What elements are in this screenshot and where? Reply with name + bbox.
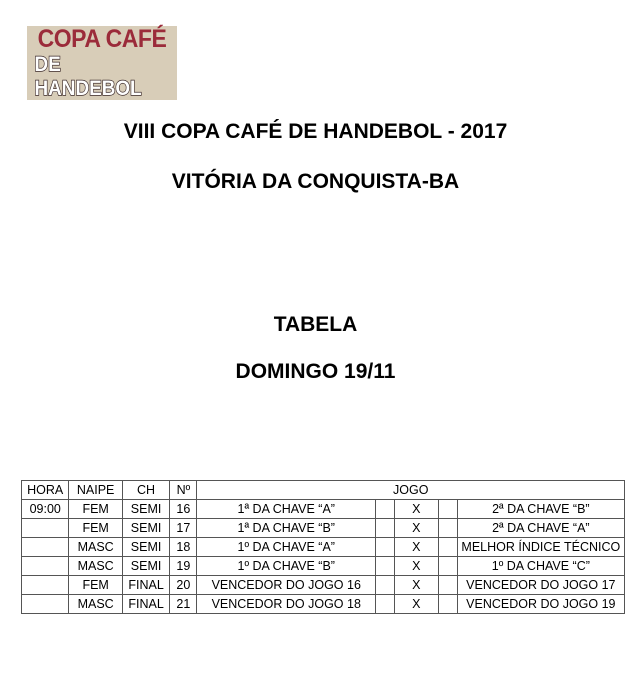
- cell-team-a: VENCEDOR DO JOGO 18: [197, 595, 376, 614]
- cell-versus: X: [395, 500, 438, 519]
- cell-team-a: 1º DA CHAVE “A”: [197, 538, 376, 557]
- cell-versus: X: [395, 519, 438, 538]
- cell-game-number: 21: [170, 595, 197, 614]
- cell-hora: [22, 595, 69, 614]
- cell-versus: X: [395, 595, 438, 614]
- copa-cafe-logo: [27, 26, 177, 100]
- cell-spacer: [438, 595, 457, 614]
- cell-spacer: [376, 576, 395, 595]
- cell-team-a: 1º DA CHAVE “B”: [197, 557, 376, 576]
- tournament-city: VITÓRIA DA CONQUISTA-BA: [171, 170, 460, 193]
- cell-spacer: [438, 576, 457, 595]
- col-jogo: JOGO: [197, 481, 625, 500]
- cell-spacer: [438, 519, 457, 538]
- col-no: Nº: [170, 481, 197, 500]
- cell-game-number: 18: [170, 538, 197, 557]
- cell-hora: [22, 538, 69, 557]
- cell-game-number: 20: [170, 576, 197, 595]
- cell-hora: 09:00: [22, 500, 69, 519]
- col-hora: HORA: [22, 481, 69, 500]
- cell-team-b: VENCEDOR DO JOGO 19: [457, 595, 624, 614]
- col-naipe: NAIPE: [69, 481, 122, 500]
- cell-versus: X: [395, 576, 438, 595]
- logo-line-2: DE HANDEBOL: [34, 53, 142, 100]
- section-title: TABELA: [273, 313, 358, 336]
- cell-ch: FINAL: [122, 576, 169, 595]
- cell-hora: [22, 519, 69, 538]
- cell-game-number: 19: [170, 557, 197, 576]
- cell-naipe: FEM: [69, 500, 122, 519]
- cell-spacer: [376, 595, 395, 614]
- cell-team-b: 1º DA CHAVE “C”: [457, 557, 624, 576]
- cell-naipe: FEM: [69, 519, 122, 538]
- cell-team-a: 1ª DA CHAVE “B”: [197, 519, 376, 538]
- cell-naipe: MASC: [69, 595, 122, 614]
- cell-spacer: [438, 557, 457, 576]
- cell-spacer: [376, 557, 395, 576]
- cell-naipe: FEM: [69, 576, 122, 595]
- table-row: [22, 557, 625, 576]
- cell-ch: SEMI: [122, 500, 169, 519]
- cell-naipe: MASC: [69, 538, 122, 557]
- cell-versus: X: [395, 538, 438, 557]
- cell-team-b: MELHOR ÍNDICE TÉCNICO: [457, 538, 624, 557]
- cell-hora: [22, 576, 69, 595]
- table-row: [22, 576, 625, 595]
- cell-versus: X: [395, 557, 438, 576]
- cell-ch: SEMI: [122, 519, 169, 538]
- cell-ch: FINAL: [122, 595, 169, 614]
- cell-spacer: [438, 500, 457, 519]
- cell-naipe: MASC: [69, 557, 122, 576]
- cell-spacer: [376, 519, 395, 538]
- cell-spacer: [438, 538, 457, 557]
- cell-spacer: [376, 500, 395, 519]
- cell-team-a: 1ª DA CHAVE “A”: [197, 500, 376, 519]
- col-ch: CH: [122, 481, 169, 500]
- tournament-title: VIII COPA CAFÉ DE HANDEBOL - 2017: [123, 120, 508, 143]
- table-row: [22, 538, 625, 557]
- table-row: [22, 519, 625, 538]
- table-header-row: [22, 481, 625, 500]
- cell-team-a: VENCEDOR DO JOGO 16: [197, 576, 376, 595]
- cell-game-number: 17: [170, 519, 197, 538]
- cell-hora: [22, 557, 69, 576]
- schedule-date: DOMINGO 19/11: [235, 360, 396, 383]
- cell-team-b: 2ª DA CHAVE “B”: [457, 500, 624, 519]
- games-table: [21, 480, 625, 614]
- cell-game-number: 16: [170, 500, 197, 519]
- table-row: [22, 595, 625, 614]
- logo-line-1: COPA CAFÉ: [37, 25, 167, 53]
- cell-ch: SEMI: [122, 557, 169, 576]
- cell-ch: SEMI: [122, 538, 169, 557]
- cell-team-b: VENCEDOR DO JOGO 17: [457, 576, 624, 595]
- cell-team-b: 2ª DA CHAVE “A”: [457, 519, 624, 538]
- table-row: [22, 500, 625, 519]
- cell-spacer: [376, 538, 395, 557]
